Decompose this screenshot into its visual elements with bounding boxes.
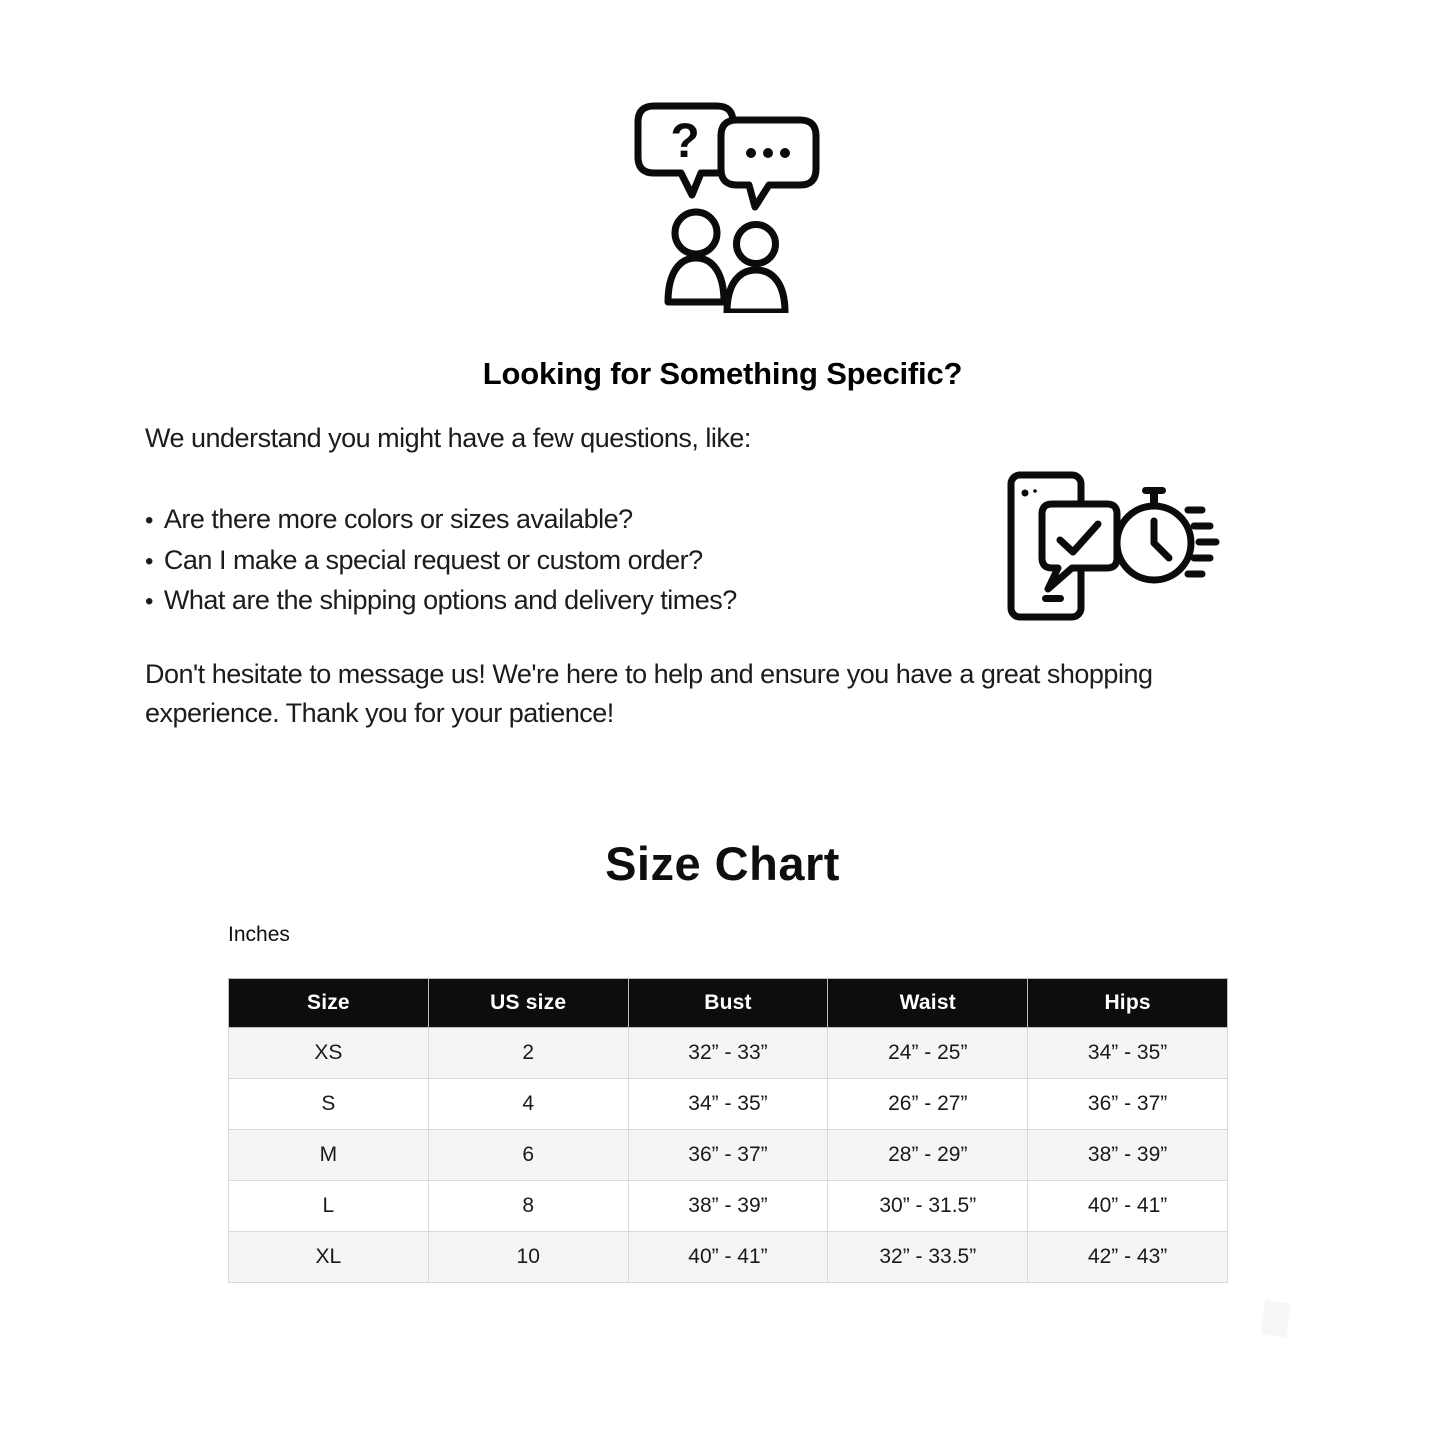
table-header-row	[229, 979, 1228, 1028]
bullet-icon: •	[145, 547, 153, 575]
header-cell-hips: Hips	[1028, 979, 1228, 1028]
cell-size: S	[229, 1079, 429, 1130]
header-cell-waist: Waist	[828, 979, 1028, 1028]
table-row	[229, 1079, 1228, 1130]
list-item	[145, 581, 737, 622]
header-cell-size: Size	[229, 979, 429, 1028]
cell-waist: 28” - 29”	[828, 1130, 1028, 1181]
cell-bust: 36” - 37”	[628, 1130, 828, 1181]
table-row	[229, 1181, 1228, 1232]
cell-hips: 42” - 43”	[1028, 1232, 1228, 1283]
table-row	[229, 1028, 1228, 1079]
size-chart-table	[228, 978, 1228, 1283]
header-cell-us-size: US size	[428, 979, 628, 1028]
cell-size: XL	[229, 1232, 429, 1283]
question-text: Are there more colors or sizes available?	[163, 504, 633, 534]
bullet-icon: •	[145, 507, 153, 534]
cell-bust: 38” - 39”	[628, 1181, 828, 1232]
cell-waist: 32” - 33.5”	[828, 1232, 1028, 1283]
intro-text: We understand you might have a few questions, like:	[145, 423, 751, 453]
cell-us-size: 10	[428, 1232, 628, 1283]
question-text: What are the shipping options and delivery times?	[163, 585, 737, 615]
bullet-icon: •	[145, 588, 153, 615]
cell-waist: 24” - 25”	[828, 1028, 1028, 1079]
phone-fast-reply-icon	[1002, 466, 1220, 628]
cell-us-size: 6	[428, 1130, 628, 1181]
cell-hips: 38” - 39”	[1028, 1130, 1228, 1181]
closing-text: Don't hesitate to message us! We're here to help and ensure you have a great shopping experience. Thank you for your patience!	[145, 659, 1153, 728]
cell-waist: 30” - 31.5”	[828, 1181, 1028, 1232]
cell-hips: 36” - 37”	[1028, 1079, 1228, 1130]
table-row	[229, 1130, 1228, 1181]
cell-us-size: 4	[428, 1079, 628, 1130]
list-item	[145, 500, 737, 541]
cell-size: M	[229, 1130, 429, 1181]
cell-size: L	[229, 1181, 429, 1232]
cell-bust: 40” - 41”	[628, 1232, 828, 1283]
cell-us-size: 8	[428, 1181, 628, 1232]
cell-bust: 34” - 35”	[628, 1079, 828, 1130]
cell-size: XS	[229, 1028, 429, 1079]
question-mark-glyph: ?	[670, 115, 700, 168]
question-text: Can I make a special request or custom order?	[163, 544, 703, 575]
faint-watermark	[1261, 1300, 1291, 1337]
page-title: Looking for Something Specific?	[482, 356, 963, 391]
question-list	[145, 500, 737, 622]
cell-bust: 32” - 33”	[628, 1028, 828, 1079]
size-chart-title: Size Chart	[605, 837, 840, 890]
list-item	[145, 541, 737, 582]
cell-hips: 34” - 35”	[1028, 1028, 1228, 1079]
chat-people-icon	[628, 98, 828, 313]
cell-hips: 40” - 41”	[1028, 1181, 1228, 1232]
size-chart-table-container	[228, 978, 1228, 1283]
header-cell-bust: Bust	[628, 979, 828, 1028]
cell-us-size: 2	[428, 1028, 628, 1079]
table-row	[229, 1232, 1228, 1283]
cell-waist: 26” - 27”	[828, 1079, 1028, 1130]
units-label: Inches	[228, 923, 290, 946]
